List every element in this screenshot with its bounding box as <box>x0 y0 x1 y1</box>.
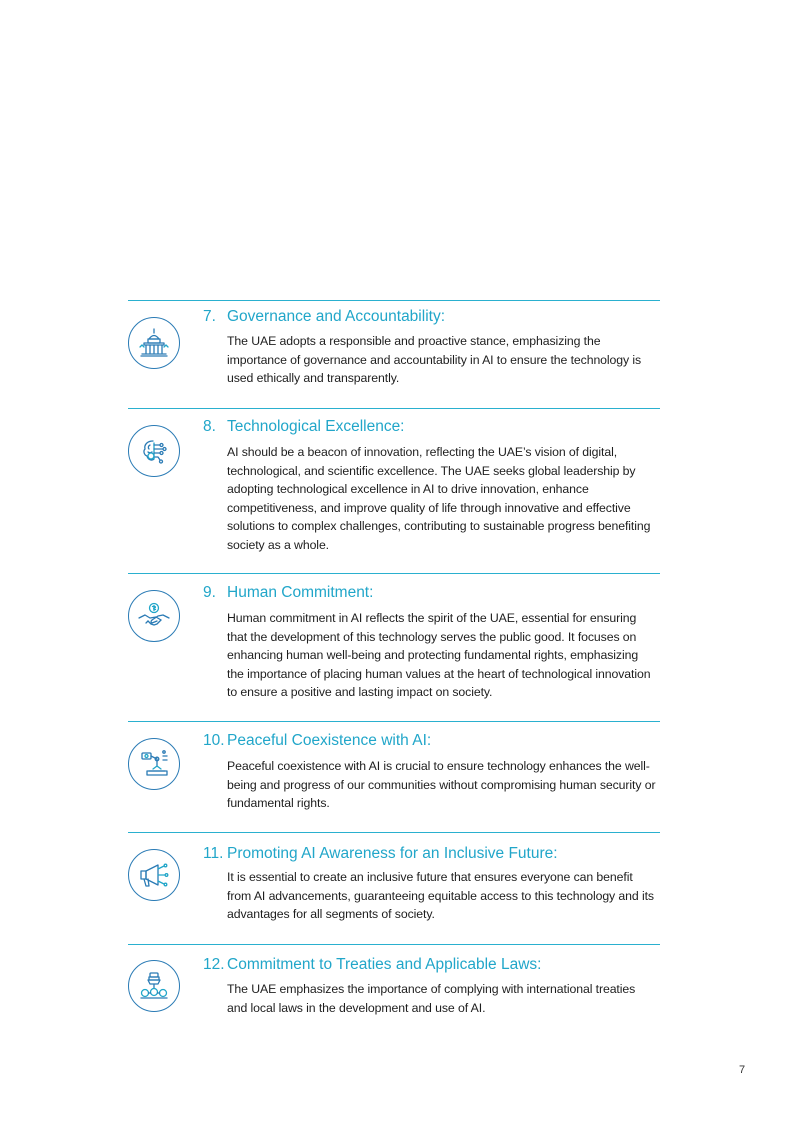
principle-body: The UAE adopts a responsible and proactive stance, emphasizing the importance of governance and accountability in AI to ensure the technology is used ethically and transparently. <box>227 334 642 385</box>
principle-heading <box>203 731 431 751</box>
principle-heading <box>203 844 558 864</box>
principle-item-7 <box>128 300 660 408</box>
law-gavel-icon <box>128 960 180 1012</box>
principle-item-12 <box>128 944 660 1035</box>
ai-brain-circuit-icon <box>128 425 180 477</box>
principle-body: Peaceful coexistence with AI is crucial to ensure technology enhances the well-being and progress of our communities without compromising human security or fundamental rights. <box>227 759 656 810</box>
principle-number: 12. <box>203 956 225 973</box>
principle-title: Promoting AI Awareness for an Inclusive Future: <box>227 845 558 862</box>
handshake-icon <box>128 590 180 642</box>
principles-list <box>128 300 660 1035</box>
robot-arm-icon <box>128 738 180 790</box>
principle-number: 7. <box>203 308 216 325</box>
principle-title: Governance and Accountability: <box>227 308 445 325</box>
principle-body: AI should be a beacon of innovation, reflecting the UAE’s vision of digital, technological, and scientific excellence. The UAE seeks global leadership by adopting technological excellence in AI to drive innovation, enhance competitiveness, and improve quality of life through innovative and effective solutions to complex challenges, contributing to sustainable progress benefiting society as a whole. <box>227 445 651 552</box>
government-building-icon <box>128 317 180 369</box>
principle-title: Human Commitment: <box>227 584 374 601</box>
principle-number: 8. <box>203 418 216 435</box>
megaphone-icon <box>128 849 180 901</box>
principle-number: 11. <box>203 845 224 862</box>
principle-title: Technological Excellence: <box>227 418 405 435</box>
principle-title: Commitment to Treaties and Applicable Laws: <box>227 956 542 973</box>
principle-title: Peaceful Coexistence with AI: <box>227 732 432 749</box>
principle-number: 10. <box>203 732 225 749</box>
principle-body: The UAE emphasizes the importance of complying with international treaties and local laws in the development and use of AI. <box>227 982 636 1015</box>
principle-body: Human commitment in AI reflects the spirit of the UAE, essential for ensuring that the development of this technology serves the public good. It focuses on enhancing human well-being and protecting fundamental rights, emphasizing the importance of placing human values at the heart of technological innovation to ensure a positive and lasting impact on society. <box>227 611 651 699</box>
principle-item-10 <box>128 721 660 832</box>
page-number: 7 <box>739 1064 746 1076</box>
principle-body: It is essential to create an inclusive future that ensures everyone can benefit from AI advancements, guaranteeing equitable access to this technology and its advantages for all segments of society. <box>227 870 654 921</box>
principle-item-8 <box>128 408 660 573</box>
principle-heading <box>203 417 405 437</box>
principle-item-9 <box>128 573 660 721</box>
principle-heading <box>203 307 445 327</box>
principle-number: 9. <box>203 584 216 601</box>
principle-heading <box>203 583 373 603</box>
principle-heading <box>203 955 541 975</box>
principle-item-11 <box>128 832 660 944</box>
